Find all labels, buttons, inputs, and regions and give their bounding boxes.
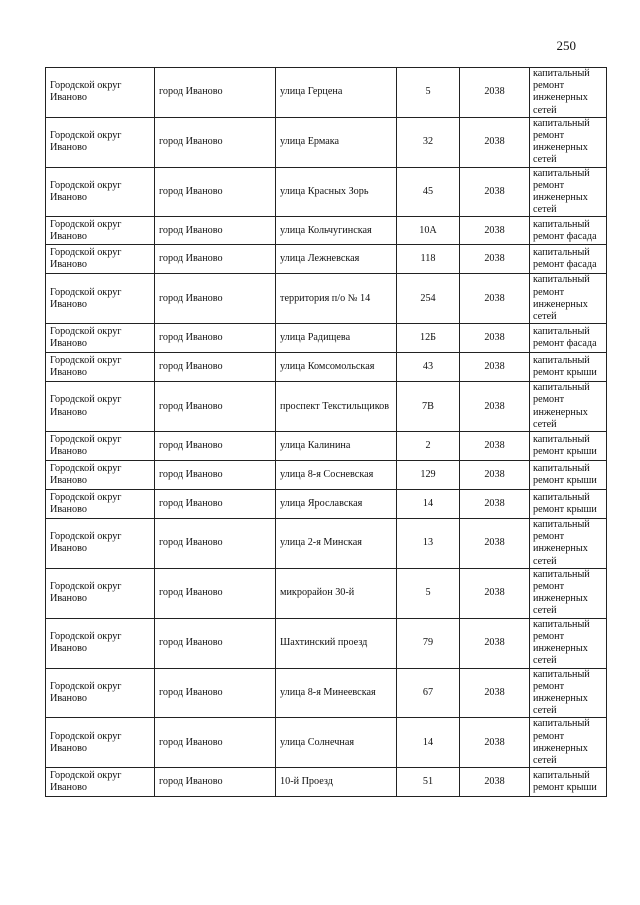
work-type-cell: капитальный ремонт крыши bbox=[530, 768, 607, 797]
table-row bbox=[46, 353, 607, 382]
year-cell: 2038 bbox=[460, 324, 530, 353]
work-type-cell: капитальный ремонт инженерных сетей bbox=[530, 382, 607, 432]
year-cell: 2038 bbox=[460, 461, 530, 490]
city-cell: город Иваново bbox=[155, 324, 276, 353]
table-row bbox=[46, 519, 607, 569]
district-cell: Городской округ Иваново bbox=[46, 68, 155, 118]
district-cell: Городской округ Иваново bbox=[46, 324, 155, 353]
district-cell: Городской округ Иваново bbox=[46, 668, 155, 718]
city-cell: город Иваново bbox=[155, 167, 276, 217]
city-cell: город Иваново bbox=[155, 245, 276, 274]
work-type-cell: капитальный ремонт инженерных сетей bbox=[530, 568, 607, 618]
house-cell: 2 bbox=[397, 432, 460, 461]
year-cell: 2038 bbox=[460, 353, 530, 382]
table-row bbox=[46, 718, 607, 768]
year-cell: 2038 bbox=[460, 618, 530, 668]
table-row bbox=[46, 117, 607, 167]
district-cell: Городской округ Иваново bbox=[46, 382, 155, 432]
street-cell: улица Ермака bbox=[276, 117, 397, 167]
street-cell: Шахтинский проезд bbox=[276, 618, 397, 668]
work-type-cell: капитальный ремонт инженерных сетей bbox=[530, 519, 607, 569]
street-cell: улица Кольчугинская bbox=[276, 217, 397, 245]
street-cell: улица Радищева bbox=[276, 324, 397, 353]
district-cell: Городской округ Иваново bbox=[46, 274, 155, 324]
work-type-cell: капитальный ремонт крыши bbox=[530, 490, 607, 519]
district-cell: Городской округ Иваново bbox=[46, 245, 155, 274]
year-cell: 2038 bbox=[460, 382, 530, 432]
year-cell: 2038 bbox=[460, 768, 530, 797]
house-cell: 13 bbox=[397, 519, 460, 569]
street-cell: улица Комсомольская bbox=[276, 353, 397, 382]
street-cell: улица Красных Зорь bbox=[276, 167, 397, 217]
table-row bbox=[46, 217, 607, 245]
district-cell: Городской округ Иваново bbox=[46, 353, 155, 382]
house-cell: 14 bbox=[397, 490, 460, 519]
house-cell: 79 bbox=[397, 618, 460, 668]
house-cell: 254 bbox=[397, 274, 460, 324]
city-cell: город Иваново bbox=[155, 382, 276, 432]
district-cell: Городской округ Иваново bbox=[46, 217, 155, 245]
page-number: 250 bbox=[556, 38, 576, 53]
house-cell: 14 bbox=[397, 718, 460, 768]
year-cell: 2038 bbox=[460, 68, 530, 118]
city-cell: город Иваново bbox=[155, 274, 276, 324]
city-cell: город Иваново bbox=[155, 618, 276, 668]
table-row bbox=[46, 461, 607, 490]
table-row bbox=[46, 324, 607, 353]
work-type-cell: капитальный ремонт крыши bbox=[530, 353, 607, 382]
city-cell: город Иваново bbox=[155, 353, 276, 382]
work-type-cell: капитальный ремонт крыши bbox=[530, 432, 607, 461]
house-cell: 5 bbox=[397, 568, 460, 618]
year-cell: 2038 bbox=[460, 245, 530, 274]
city-cell: город Иваново bbox=[155, 432, 276, 461]
year-cell: 2038 bbox=[460, 490, 530, 519]
work-type-cell: капитальный ремонт фасада bbox=[530, 217, 607, 245]
street-cell: улица Солнечная bbox=[276, 718, 397, 768]
table-row bbox=[46, 245, 607, 274]
street-cell: территория п/о № 14 bbox=[276, 274, 397, 324]
table-row bbox=[46, 68, 607, 118]
work-type-cell: капитальный ремонт инженерных сетей bbox=[530, 68, 607, 118]
work-type-cell: капитальный ремонт инженерных сетей bbox=[530, 167, 607, 217]
street-cell: улица 2-я Минская bbox=[276, 519, 397, 569]
city-cell: город Иваново bbox=[155, 668, 276, 718]
work-type-cell: капитальный ремонт инженерных сетей bbox=[530, 718, 607, 768]
street-cell: 10-й Проезд bbox=[276, 768, 397, 797]
work-type-cell: капитальный ремонт фасада bbox=[530, 324, 607, 353]
city-cell: город Иваново bbox=[155, 718, 276, 768]
table-row bbox=[46, 382, 607, 432]
house-cell: 67 bbox=[397, 668, 460, 718]
year-cell: 2038 bbox=[460, 217, 530, 245]
house-cell: 32 bbox=[397, 117, 460, 167]
table-row bbox=[46, 618, 607, 668]
district-cell: Городской округ Иваново bbox=[46, 490, 155, 519]
street-cell: улица Ярославская bbox=[276, 490, 397, 519]
table-row bbox=[46, 167, 607, 217]
district-cell: Городской округ Иваново bbox=[46, 519, 155, 569]
house-cell: 51 bbox=[397, 768, 460, 797]
work-type-cell: капитальный ремонт крыши bbox=[530, 461, 607, 490]
year-cell: 2038 bbox=[460, 568, 530, 618]
year-cell: 2038 bbox=[460, 668, 530, 718]
district-cell: Городской округ Иваново bbox=[46, 461, 155, 490]
year-cell: 2038 bbox=[460, 519, 530, 569]
city-cell: город Иваново bbox=[155, 217, 276, 245]
work-type-cell: капитальный ремонт инженерных сетей bbox=[530, 618, 607, 668]
street-cell: улица 8-я Сосневская bbox=[276, 461, 397, 490]
housing-repair-table bbox=[45, 67, 607, 797]
street-cell: улица Лежневская bbox=[276, 245, 397, 274]
house-cell: 10А bbox=[397, 217, 460, 245]
work-type-cell: капитальный ремонт инженерных сетей bbox=[530, 274, 607, 324]
house-cell: 12Б bbox=[397, 324, 460, 353]
district-cell: Городской округ Иваново bbox=[46, 718, 155, 768]
street-cell: проспект Текстильщиков bbox=[276, 382, 397, 432]
district-cell: Городской округ Иваново bbox=[46, 568, 155, 618]
street-cell: микрорайон 30-й bbox=[276, 568, 397, 618]
city-cell: город Иваново bbox=[155, 461, 276, 490]
work-type-cell: капитальный ремонт инженерных сетей bbox=[530, 668, 607, 718]
city-cell: город Иваново bbox=[155, 490, 276, 519]
work-type-cell: капитальный ремонт инженерных сетей bbox=[530, 117, 607, 167]
city-cell: город Иваново bbox=[155, 768, 276, 797]
house-cell: 43 bbox=[397, 353, 460, 382]
year-cell: 2038 bbox=[460, 274, 530, 324]
table-row bbox=[46, 432, 607, 461]
year-cell: 2038 bbox=[460, 117, 530, 167]
table-row bbox=[46, 668, 607, 718]
house-cell: 118 bbox=[397, 245, 460, 274]
district-cell: Городской округ Иваново bbox=[46, 117, 155, 167]
year-cell: 2038 bbox=[460, 167, 530, 217]
table-row bbox=[46, 274, 607, 324]
house-cell: 7В bbox=[397, 382, 460, 432]
city-cell: город Иваново bbox=[155, 117, 276, 167]
district-cell: Городской округ Иваново bbox=[46, 618, 155, 668]
year-cell: 2038 bbox=[460, 432, 530, 461]
year-cell: 2038 bbox=[460, 718, 530, 768]
house-cell: 45 bbox=[397, 167, 460, 217]
street-cell: улица 8-я Минеевская bbox=[276, 668, 397, 718]
city-cell: город Иваново bbox=[155, 519, 276, 569]
city-cell: город Иваново bbox=[155, 568, 276, 618]
table-row bbox=[46, 490, 607, 519]
street-cell: улица Калинина bbox=[276, 432, 397, 461]
district-cell: Городской округ Иваново bbox=[46, 768, 155, 797]
district-cell: Городской округ Иваново bbox=[46, 432, 155, 461]
work-type-cell: капитальный ремонт фасада bbox=[530, 245, 607, 274]
city-cell: город Иваново bbox=[155, 68, 276, 118]
house-cell: 5 bbox=[397, 68, 460, 118]
house-cell: 129 bbox=[397, 461, 460, 490]
table-row bbox=[46, 768, 607, 797]
street-cell: улица Герцена bbox=[276, 68, 397, 118]
district-cell: Городской округ Иваново bbox=[46, 167, 155, 217]
table-row bbox=[46, 568, 607, 618]
